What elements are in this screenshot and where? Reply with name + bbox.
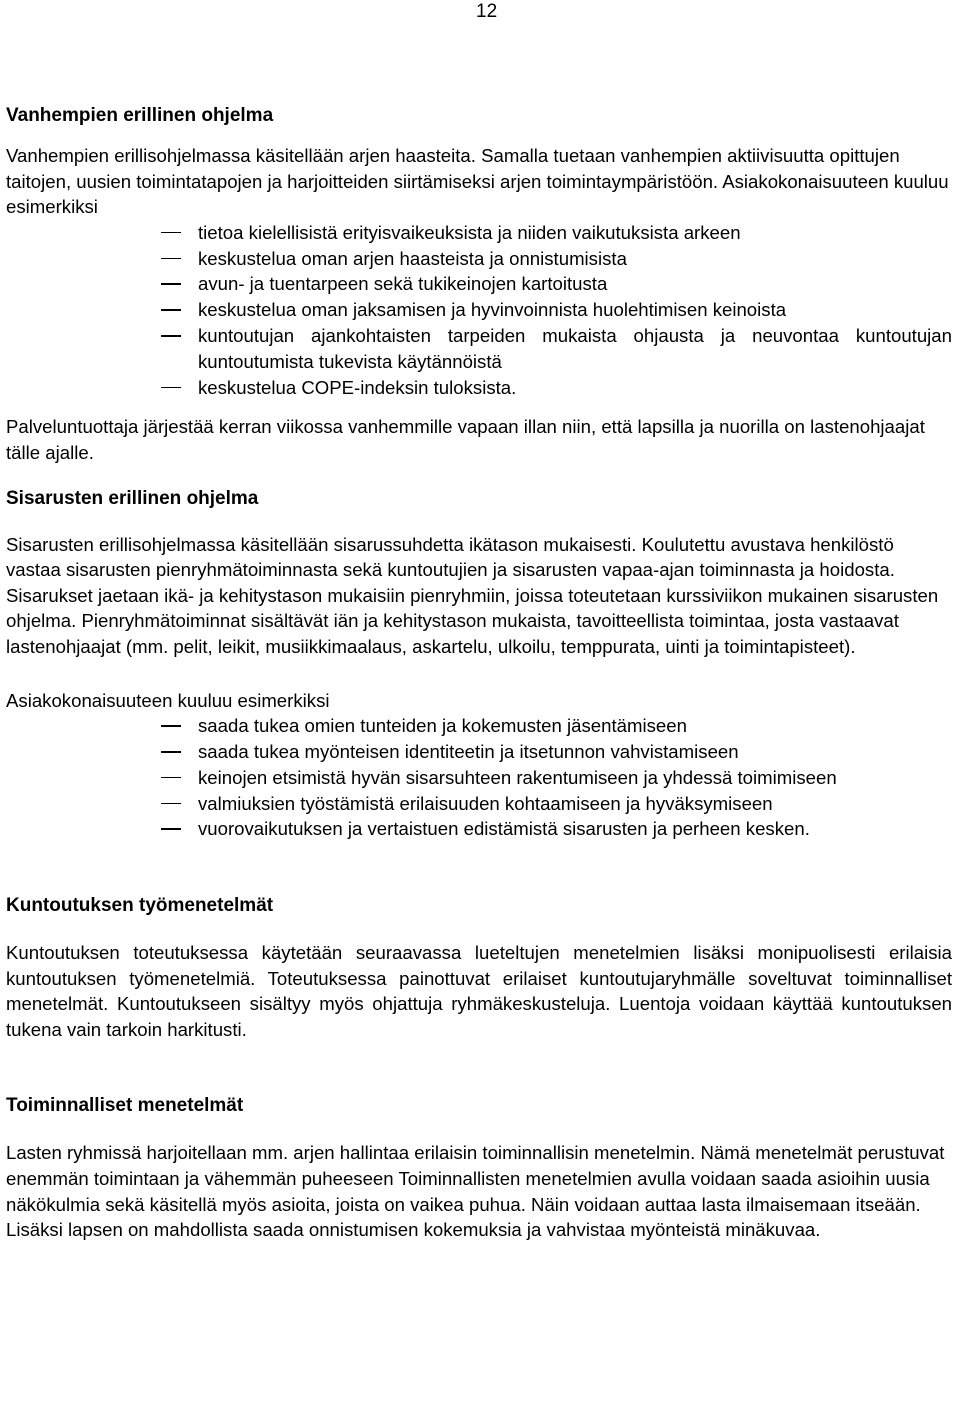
- dash-bullet-icon: [161, 283, 181, 285]
- parents-topic-list: [6, 220, 952, 401]
- list-item: keskustelua COPE-indeksin tuloksista.: [6, 375, 952, 401]
- functional-methods-paragraph: Lasten ryhmissä harjoitellaan mm. arjen hallintaa erilaisin toiminnallisin menetelmin. Nämä menetelmät perustuvat enemmän toimintaan ja vähemmän puheeseen Toiminnallisten menetelmien avulla voidaan saada asioihin uusia näkökulmia sekä käsitellä myös asioita, joista on vaikea puhua. Näin voidaan auttaa lasta ilmaisemaan itseään. Lisäksi lapsen on mahdollista saada onnistumisen kokemuksia ja vahvistaa myönteistä minäkuvaa.: [6, 1142, 945, 1241]
- list-item: tietoa kielellisistä erityisvaikeuksista ja niiden vaikutuksista arkeen: [6, 220, 952, 246]
- section-heading-parents: Vanhempien erillinen ohjelma: [6, 105, 274, 126]
- dash-bullet-icon: [161, 387, 181, 389]
- section-heading-siblings: Sisarusten erillinen ohjelma: [6, 487, 259, 509]
- dash-bullet-icon: [161, 803, 181, 805]
- section-heading-methods: Kuntoutuksen työmenetelmät: [6, 895, 274, 917]
- dash-bullet-icon: [161, 309, 181, 311]
- siblings-list-intro: Asiakokonaisuuteen kuuluu esimerkiksi: [6, 689, 330, 711]
- methods-paragraph: Kuntoutuksen toteutuksessa käytetään seuraavassa lueteltujen menetelmien lisäksi monipuolisesti erilaisia kuntoutuksen työmenetelmiä. Toteutuksessa painottuvat erilaiset kuntoutujaryhmälle soveltuvat toiminnalliset menetelmät. Kuntoutukseen sisältyy myös ohjattuja ryhmäkeskusteluja. Luentoja voidaan käyttää kuntoutuksen tukena vain tarkoin harkitusti.: [6, 942, 952, 1040]
- list-item: avun- ja tuentarpeen sekä tukikeinojen kartoitusta: [6, 271, 952, 297]
- list-item: valmiuksien työstämistä erilaisuuden kohtaamiseen ja hyväksymiseen: [6, 791, 952, 817]
- section-heading-functional-methods: Toiminnalliset menetelmät: [6, 1095, 244, 1117]
- dash-bullet-icon: [161, 335, 181, 337]
- dash-bullet-icon: [161, 725, 181, 727]
- parents-intro-paragraph: Vanhempien erillisohjelmassa käsitellään arjen haasteita. Samalla tuetaan vanhempien aktiivisuutta opittujen taitojen, uusien toimintatapojen ja harjoitteiden siirtämiseksi arjen toimintaympäristöön. Asiakokonaisuuteen kuuluu esimerkiksi: [6, 145, 949, 218]
- dash-bullet-icon: [161, 232, 181, 234]
- page-number: 12: [476, 1, 498, 22]
- list-item: saada tukea omien tunteiden ja kokemusten jäsentämiseen: [6, 713, 952, 739]
- list-item: keinojen etsimistä hyvän sisarsuhteen rakentumiseen ja yhdessä toimimiseen: [6, 765, 952, 791]
- siblings-topic-list: [6, 713, 952, 842]
- dash-bullet-icon: [161, 751, 181, 753]
- document-body: [6, 103, 952, 1243]
- dash-bullet-icon: [161, 777, 181, 779]
- list-item: kuntoutujan ajankohtaisten tarpeiden mukaista ohjausta ja neuvontaa kuntoutujan kuntoutumista tukevista käytännöistä: [6, 323, 952, 375]
- list-item: keskustelua oman arjen haasteista ja onnistumisista: [6, 246, 952, 272]
- list-item: saada tukea myönteisen identiteetin ja itsetunnon vahvistamiseen: [6, 739, 952, 765]
- dash-bullet-icon: [161, 258, 181, 260]
- list-item: vuorovaikutuksen ja vertaistuen edistämistä sisarusten ja perheen kesken.: [6, 816, 952, 842]
- parents-free-evening-paragraph: Palveluntuottaja järjestää kerran viikossa vanhemmille vapaan illan niin, että lapsilla ja nuorilla on lastenohjaajat tälle ajalle.: [6, 416, 925, 463]
- dash-bullet-icon: [161, 828, 181, 830]
- siblings-paragraph: Sisarusten erillisohjelmassa käsitellään sisarussuhdetta ikätason mukaisesti. Koulutettu avustava henkilöstö vastaa sisarusten pienryhmätoiminnasta sekä kuntoutujien ja sisarusten vapaa-ajan toiminnasta ja hoidosta. Sisarukset jaetaan ikä- ja kehitystason mukaisiin pienryhmiin, joissa toteutetaan kurssiviikon mukainen sisarusten ohjelma. Pienryhmätoiminnat sisältävät iän ja kehitystason mukaista, tavoitteellista toimintaa, josta vastaavat lastenohjaajat (mm. pelit, leikit, musiikkimaalaus, askartelu, ulkoilu, temppurata, uinti ja toimintapisteet).: [6, 533, 939, 657]
- list-item: keskustelua oman jaksamisen ja hyvinvoinnista huolehtimisen keinoista: [6, 297, 952, 323]
